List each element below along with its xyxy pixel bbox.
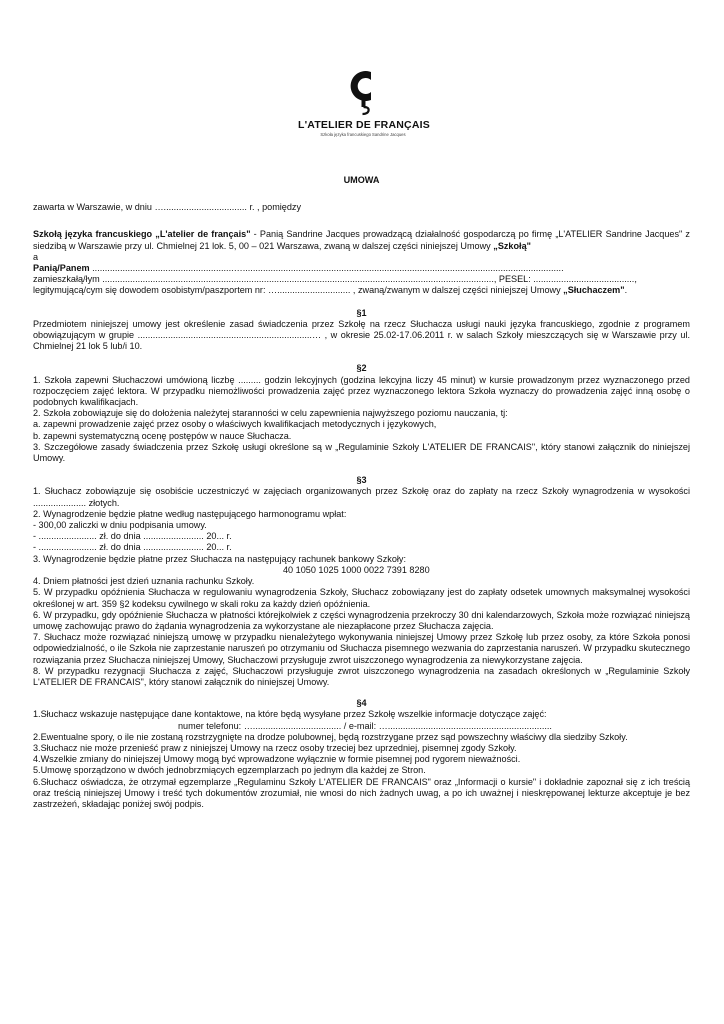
section-2-item: a. zapewni prowadzenie zajęć przez osoby o właściwych kwalifikacjach metodycznych i językowych, bbox=[33, 419, 437, 430]
section-3-item: 4. Dniem płatności jest dzień uznania rachunku Szkoły. bbox=[33, 576, 255, 587]
section-4-heading: §4 bbox=[356, 698, 367, 709]
section-3-item: 6. W przypadku, gdy opóźnienie Słuchacza w płatności którejkolwiek z części wynagrodzenia przekroczy 30 dni kalendarzowych, Szkoła może rozwiązać niniejszą umowę zachowując prawo do żądania wynagrodzenia za wykorzystane ale niezapłacone przez Słuchacza zajęcia. bbox=[33, 609, 690, 631]
section-4-item: 5.Umowę sporządzono w dwóch jednobrzmiących egzemplarzach po jednym dla każdej ze Stron. bbox=[33, 765, 426, 776]
section-3-item: 7. Słuchacz może rozwiązać niniejszą umowę w przypadku nienależytego wykonywania niniejszej Umowy przez Szkołę lub przez osoby, za które Szkoła ponosi odpowiedzialność, o ile Szkoła nie zaprzestanie naruszeń po otrzymaniu od Słuchacza pisemnego wezwania do zaprzestania naruszeń. W przypadku skutecznego rozwiązania przez Słuchacza niniejszej Umowy, Słuchaczowi przysługuje zwrot uiszczonego wynagrodzenia za niewykorzystane zajęcia. bbox=[33, 632, 690, 665]
document-title: UMOWA bbox=[343, 175, 380, 185]
section-3-item: 8. W przypadku rezygnacji Słuchacza z zajęć, Słuchaczowi przysługuje zwrot uiszczonego wynagrodzenia na zasadach określonych w „Regulaminie Szkoły L'ATELIER DE FRANCAIS", który stanowi załącznik do niniejszej Umowy. bbox=[33, 665, 690, 687]
bank-account-number: 40 1050 1025 1000 0022 7391 8280 bbox=[283, 564, 430, 575]
section-2-item: 1. Szkoła zapewni Słuchaczowi umówioną liczbę ......... godzin lekcyjnych (godzina lekcyjna liczy 45 minut) w kursie prowadzonym przez wyznaczonego przed rozpoczęciem zajęć lektora. W przypadku niemożliwości prowadzenia zajęć przez wyznaczonego lektora Szkoła wyznaczy do prowadzenia zajęć inną osobę o podobnych kwalifikacjach. bbox=[33, 374, 690, 408]
section-1-heading: §1 bbox=[356, 307, 367, 318]
id-line bbox=[33, 285, 690, 296]
c-cedilla-logo-icon bbox=[340, 66, 386, 116]
logo-tagline: Szkoła języka francuskiego Sandrine Jacques bbox=[320, 132, 406, 137]
section-4-item: 4.Wszelkie zmiany do niniejszej Umowy mogą być wprowadzone wyłącznie w formie pisemnej pod rygorem nieważności. bbox=[33, 754, 521, 765]
school-party bbox=[33, 229, 690, 251]
section-3-item: - 300,00 zaliczki w dniu podpisania umowy. bbox=[33, 520, 207, 531]
section-2-item: 2. Szkoła zobowiązuje się do dołożenia należytej staranności w celu zapewnienia najwyższego poziomu nauczania, tj: bbox=[33, 408, 508, 419]
section-3-item: 5. W przypadku opóźnienia Słuchacza w regulowaniu wynagrodzenia Szkoły, Słuchacz zobowiązany jest do zapłaty odsetek umownych maksymalnej wysokości określonej w art. 359 §2 kodeksu cywilnego w skali roku za każdy dzień opóźnienia. bbox=[33, 587, 690, 609]
section-3-item: - ....................... zł. do dnia ........................ 20... r. bbox=[33, 531, 232, 542]
student-short-name: „Słuchaczem" bbox=[563, 285, 625, 296]
residence-line: zamieszkałą/łym ..........................................................................................................................................................., PESEL: ........................................, bbox=[33, 274, 637, 285]
section-4-item: 1.Słuchacz wskazuje następujące dane kontaktowe, na które będą wysyłane przez Szkołę wszelkie informacje dotyczące zajęć: bbox=[33, 709, 547, 720]
section-3-item: 1. Słuchacz zobowiązuje się osobiście uczestniczyć w zajęciach organizowanych przez Szkołę oraz do zapłaty na rzecz Szkoły wynagrodzenia w wysokości ..................... złotych. bbox=[33, 486, 690, 508]
school-name: Szkołą języka francuskiego „L'atelier de français" bbox=[33, 229, 251, 240]
section-4-item: 3.Słuchacz nie może przenieść praw z niniejszej Umowy na rzecz osoby trzeciej bez uprzedniej, pisemnej zgody Szkoły. bbox=[33, 742, 517, 753]
section-3-item: - ....................... zł. do dnia ........................ 20... r. bbox=[33, 542, 232, 553]
school-description: - Panią Sandrine Jacques prowadzącą działalność gospodarczą po firmę „L'ATELIER Sandrine Jacques" z siedzibą w Warszawie przy ul. Chmielnej 21 lok. 5, 00 – 021 Warszawa, zwaną w dalszej części niniejszej Umowy bbox=[33, 229, 690, 251]
and-word: a bbox=[33, 251, 39, 262]
section-3-item: 3. Wynagrodzenie będzie płatne przez Słuchacza na następujący rachunek bankowy Szkoły: bbox=[33, 553, 406, 564]
section-3-heading: §3 bbox=[356, 475, 367, 486]
section-2-heading: §2 bbox=[356, 363, 367, 374]
contract-body bbox=[33, 175, 690, 810]
intro-line: zawarta w Warszawie, w dniu …................................. r. , pomiędzy bbox=[33, 202, 302, 213]
student-party-line bbox=[33, 263, 690, 274]
logo-name: L'ATELIER DE FRANÇAIS bbox=[298, 119, 430, 131]
section-4-item: 6.Słuchacz oświadcza, że otrzymał egzemplarze „Regulaminu Szkoły L'ATELIER DE FRANCAIS" oraz „Informacji o kursie" i dokładnie zapoznał się z ich treścią oraz treścią niniejszej Umowy i treść tych dokumentów zrozumiał, nie wnosi do nich żadnych uwag, a po ich uważnej i nieskrępowanej lekturze akceptuje je bez zastrzeżeń, składając poniżej swój podpis. bbox=[33, 776, 690, 809]
section-2-item: b. zapewni systematyczną ocenę postępów w nauce Słuchacza. bbox=[33, 430, 292, 441]
section-4-item: 2.Ewentualne spory, o ile nie zostaną rozstrzygnięte na drodze polubownej, będą rozstrzygane przez sąd powszechny właściwy dla siedziby Szkoły. bbox=[33, 731, 628, 742]
section-2-item: 3. Szczegółowe zasady świadczenia przez Szkołę usługi określone są w „Regulaminie Szkoły L'ATELIER DE FRANCAIS", który stanowi załącznik do niniejszej Umowy. bbox=[33, 441, 690, 464]
section-3-item: 2. Wynagrodzenie będzie płatne według następującego harmonogramu wpłat: bbox=[33, 508, 347, 519]
school-logo bbox=[298, 66, 428, 137]
party-label: Panią/Panem bbox=[33, 263, 90, 274]
id-line-end: . bbox=[624, 285, 628, 296]
contact-details-line: numer telefonu: …................................... / e-mail: …................................................................. bbox=[178, 720, 552, 731]
section-1-text: Przedmiotem niniejszej umowy jest określenie zasad świadczenia przez Szkołę na rzecz Słuchacza usługi nauki języka francuskiego, zgodnie z programem obowiązującym w grupie .....................................................................… , w okresie 25.02-17.06.2011 r. w salach Szkoły mieszczących się w Warszawie przy ul. Chmielnej 21 lok 5 lub/i 10. bbox=[33, 318, 690, 352]
id-line-text: legitymującą/cym się dowodem osobistym/paszportem nr: …............................. , zwaną/zwanym w dalszej części niniejszej Umowy bbox=[33, 285, 564, 296]
school-short-name: „Szkołą" bbox=[493, 240, 531, 251]
party-dots: ........................................................…............................................................................................................................... bbox=[89, 263, 564, 274]
